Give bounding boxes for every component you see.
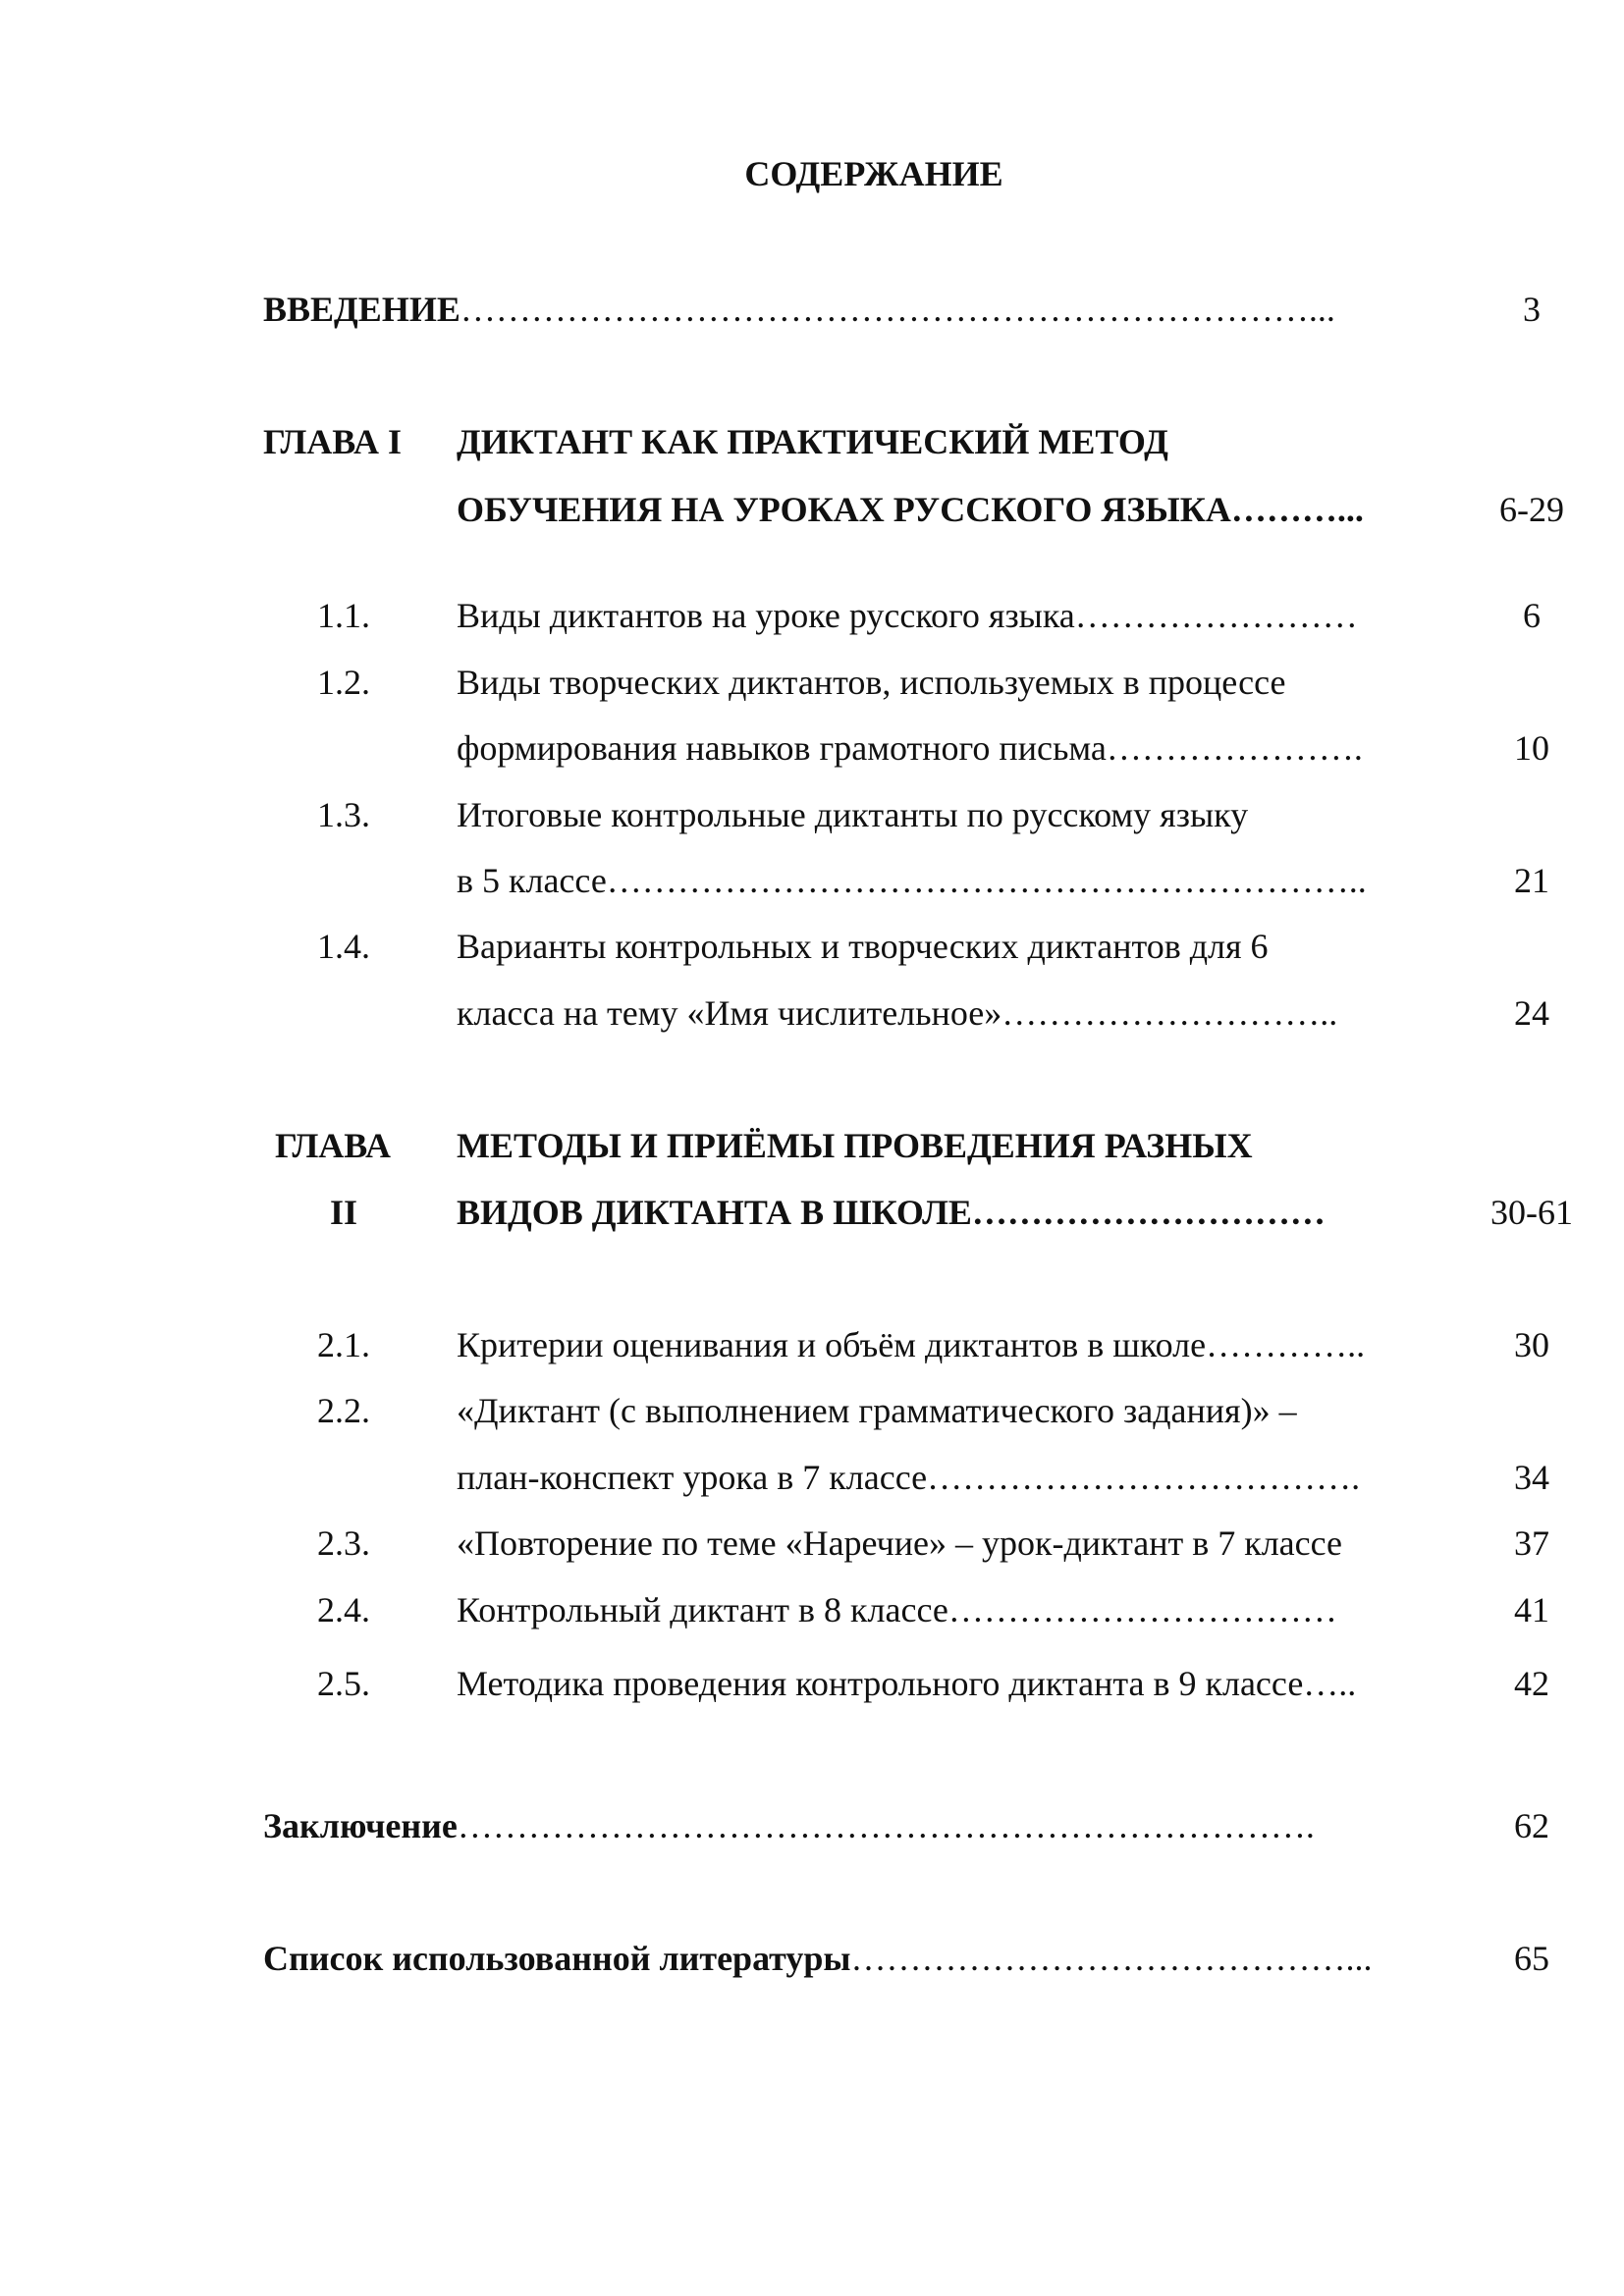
toc-page-number: 30-61 bbox=[1490, 1193, 1573, 1232]
toc-entry-bibliography bbox=[263, 1937, 1372, 1980]
toc-page-number: 62 bbox=[1514, 1806, 1549, 1845]
toc-entry-intro bbox=[263, 288, 1335, 331]
section-number: 2.3. bbox=[317, 1523, 370, 1563]
toc-page-number: 3 bbox=[1523, 290, 1541, 329]
section-title-line: Виды творческих диктантов, используемых в процессе bbox=[457, 663, 1286, 702]
toc-entry-bibliography-label: Список использованной литературы bbox=[263, 1939, 851, 1978]
section-number: 1.2. bbox=[317, 663, 370, 702]
page-title: СОДЕРЖАНИЕ bbox=[744, 154, 1003, 193]
toc-page-number: 34 bbox=[1514, 1458, 1549, 1497]
chapter-title-line: ДИКТАНТ КАК ПРАКТИЧЕСКИЙ МЕТОД bbox=[457, 422, 1168, 461]
toc-entry-conclusion bbox=[263, 1804, 1315, 1847]
toc-page-number: 65 bbox=[1514, 1939, 1549, 1978]
chapter-title-line: ОБУЧЕНИЯ НА УРОКАХ РУССКОГО ЯЗЫКА………... bbox=[457, 490, 1364, 529]
toc-entry-conclusion-label: Заключение bbox=[263, 1806, 458, 1845]
section-title-line: Итоговые контрольные диктанты по русскому языку bbox=[457, 795, 1249, 834]
section-number: 2.4. bbox=[317, 1590, 370, 1629]
section-title-line: «Повторение по теме «Наречие» – урок-диктант в 7 классе bbox=[457, 1523, 1343, 1563]
leader-dots: ……………………………………... bbox=[850, 1939, 1373, 1978]
section-title-line: план-конспект урока в 7 классе………………………………. bbox=[457, 1458, 1361, 1497]
section-number: 2.5. bbox=[317, 1664, 370, 1703]
section-title-line: формирования навыков грамотного письма…………………. bbox=[457, 728, 1363, 768]
section-title-line: Методика проведения контрольного диктанта в 9 классе….. bbox=[457, 1664, 1357, 1703]
section-number: 1.3. bbox=[317, 795, 370, 834]
toc-page-number: 24 bbox=[1514, 993, 1549, 1033]
toc-page-number: 30 bbox=[1514, 1325, 1549, 1364]
section-title-line: в 5 классе……………………………………………………….. bbox=[457, 861, 1367, 900]
section-number: 2.1. bbox=[317, 1325, 370, 1364]
section-title-line: «Диктант (с выполнением грамматического задания)» – bbox=[457, 1391, 1297, 1430]
toc-page-number: 21 bbox=[1514, 861, 1549, 900]
section-title-line: Варианты контрольных и творческих диктантов для 6 bbox=[457, 927, 1269, 966]
section-number: 1.4. bbox=[317, 927, 370, 966]
toc-page-number: 6-29 bbox=[1499, 490, 1564, 529]
chapter-title-line: МЕТОДЫ И ПРИЁМЫ ПРОВЕДЕНИЯ РАЗНЫХ bbox=[457, 1126, 1253, 1165]
toc-page-number: 37 bbox=[1514, 1523, 1549, 1563]
chapter-title-line: ВИДОВ ДИКТАНТА В ШКОЛЕ………………………… bbox=[457, 1193, 1326, 1232]
section-title-line: Контрольный диктант в 8 классе…………………………… bbox=[457, 1590, 1337, 1629]
section-title-line: класса на тему «Имя числительное»……………………….. bbox=[457, 993, 1338, 1033]
leader-dots: ………………………………………………………………. bbox=[457, 1806, 1315, 1845]
section-title-line: Виды диктантов на уроке русского языка…………………… bbox=[457, 596, 1358, 635]
section-title-line: Критерии оценивания и объём диктантов в школе………….. bbox=[457, 1325, 1366, 1364]
chapter-label: ГЛАВА I bbox=[263, 422, 403, 461]
leader-dots: ………………………………………………………………... bbox=[460, 290, 1335, 329]
chapter-label: ГЛАВА bbox=[275, 1126, 392, 1165]
toc-page-number: 41 bbox=[1514, 1590, 1549, 1629]
toc-entry-intro-label: ВВЕДЕНИЕ bbox=[263, 290, 460, 329]
toc-page-number: 10 bbox=[1514, 728, 1549, 768]
toc-page-number: 42 bbox=[1514, 1664, 1549, 1703]
section-number: 1.1. bbox=[317, 596, 370, 635]
chapter-label: II bbox=[329, 1193, 358, 1232]
section-number: 2.2. bbox=[317, 1391, 370, 1430]
toc-page-number: 6 bbox=[1523, 596, 1541, 635]
